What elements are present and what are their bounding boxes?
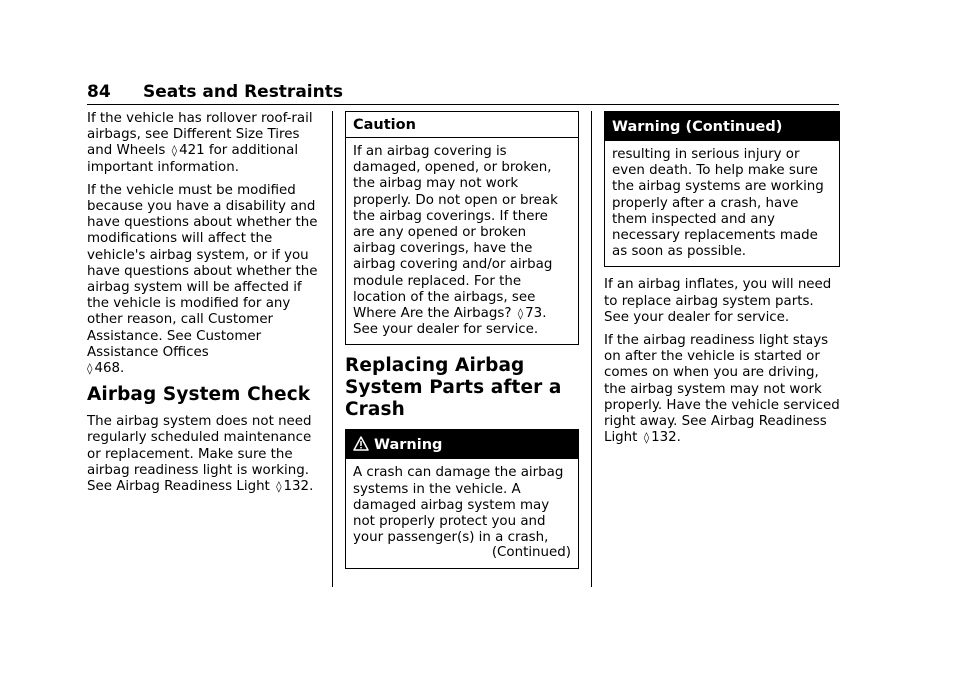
page-reference[interactable]: 132. (651, 430, 681, 446)
warning-triangle-icon (353, 436, 369, 451)
page-reference[interactable]: 73. (525, 306, 547, 322)
caution-title: Caution (346, 112, 578, 138)
triangle-ref-icon: ◊ (87, 362, 93, 376)
page-reference[interactable]: 132. (283, 479, 314, 495)
column-divider (591, 111, 592, 587)
warning-box (345, 429, 579, 568)
warning-title: Warning (374, 437, 443, 454)
paragraph: The airbag system does not need regularly scheduled maintenance or replacement. Make sure the airbag readiness light is working. See Airbag Readiness Light ◊ 132. (87, 414, 314, 495)
paragraph: If the vehicle has rollover roof-rail airbags, see Different Size Tires and Wheels ◊ 421 for additional important information. (87, 111, 313, 175)
caution-box (345, 111, 579, 345)
column-divider (332, 111, 333, 587)
column-middle (345, 111, 579, 579)
warning-continued-title: Warning (Continued) (605, 112, 839, 141)
warning-title-bar (346, 430, 578, 459)
paragraph: If the vehicle must be modified because you have a disability and have questions about whether the modifications will affect the vehicle's airbag system, or if you have questions about whether the airbag system will be affected if the vehicle is modified for any other reason, call Customer Assistance. See Customer Assistance Offices ◊ 468. (87, 182, 318, 377)
section-heading: Airbag System Check (87, 384, 311, 406)
triangle-ref-icon: ◊ (171, 144, 178, 158)
paragraph: If the airbag readiness light stays on after the vehicle is started or comes on when you are driving, the airbag system may not work properly. Have the vehicle serviced right away. See Airbag Readiness Light ◊ 132. (604, 333, 840, 446)
triangle-ref-icon: ◊ (643, 431, 650, 445)
page-reference[interactable]: 468. (94, 361, 125, 377)
section-heading: Replacing Airbag System Parts after a Crash (345, 355, 562, 421)
warning-continued-body: resulting in serious injury or even death. To help make sure the airbag systems are working properly after a crash, have them inspected and any necessary replacements made as soon as possible. (612, 147, 824, 260)
triangle-ref-icon: ◊ (276, 480, 282, 494)
triangle-ref-icon: ◊ (517, 307, 524, 321)
warning-body: A crash can damage the airbag systems in the vehicle. A damaged airbag system may not properly protect you and your passenger(s) in a crash, (Continued) (353, 465, 571, 561)
warning-box-continued (604, 111, 840, 267)
page-header (87, 82, 839, 105)
column-right (604, 111, 840, 453)
column-left (87, 111, 319, 502)
caution-body: If an airbag covering is damaged, opened, or broken, the airbag may not work properly. Do not open or break the airbag coverings. If there are any opened or broken airbag coverings, have the airbag covering and/or airbag module replaced. For the location of the airbags, see Where Are the Airbags? ◊ 73. See your dealer for service. (353, 144, 558, 338)
continued-label: (Continued) (491, 545, 571, 561)
page-number: 84 (87, 82, 111, 102)
paragraph: If an airbag inflates, you will need to replace airbag system parts. See your dealer for service. (604, 277, 832, 325)
page-reference[interactable]: 421 (179, 143, 205, 159)
section-title: Seats and Restraints (143, 82, 343, 102)
